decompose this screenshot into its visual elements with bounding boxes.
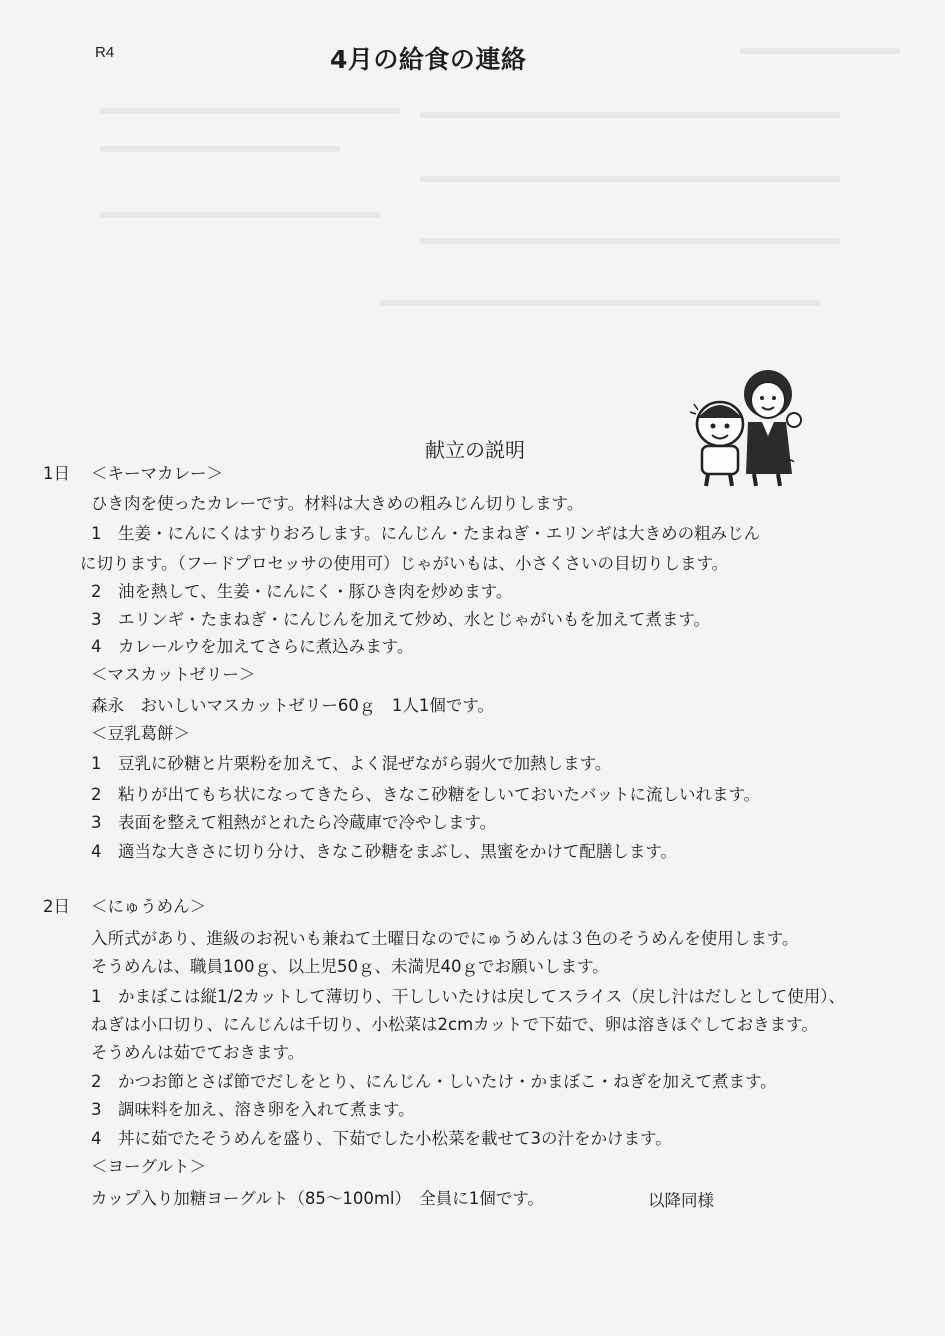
- dish-name: ＜キーマカレー＞: [91, 464, 223, 483]
- recipe-step: 4 カレールウを加えてさらに煮込みます。: [91, 637, 414, 656]
- dish-name: ＜ヨーグルト＞: [91, 1157, 207, 1176]
- recipe-step: 2 かつお節とさば節でだしをとり、にんじん・しいたけ・かまぼこ・ねぎを加えて煮ます。: [91, 1072, 777, 1091]
- recipe-step: に切ります。（フードプロセッサの使用可）じゃがいもは、小さくさいの目切りします。: [80, 554, 729, 573]
- recipe-step: そうめんは茹でておきます。: [91, 1043, 305, 1062]
- recipe-step: 1 豆乳に砂糖と片栗粉を加えて、よく混ぜながら弱火で加熱します。: [91, 754, 612, 773]
- dish-description: カップ入り加糖ヨーグルト（85～100ml） 全員に1個です。: [91, 1189, 544, 1208]
- recipe-step: 1 かまぼこは縦1/2カットして薄切り、干ししいたけは戻してスライス（戻し汁はだしとして使用）、: [91, 987, 845, 1006]
- dish-intro: ひき肉を使ったカレーです。材料は大きめの粗みじん切りします。: [91, 494, 584, 513]
- dish-description: 森永 おいしいマスカットゼリー60ｇ 1人1個です。: [91, 696, 495, 715]
- teacher-and-child-illustration: [686, 362, 804, 490]
- dish-name: ＜豆乳葛餅＞: [91, 724, 190, 743]
- day-label: 1日: [43, 464, 70, 483]
- recipe-step: 3 エリンギ・たまねぎ・にんじんを加えて炒め、水とじゃがいもを加えて煮ます。: [91, 610, 711, 629]
- recipe-step: 1 生姜・にんにくはすりおろします。にんじん・たまねぎ・エリンギは大きめの粗みじん: [91, 524, 761, 543]
- dish-name: ＜にゅうめん＞: [91, 897, 207, 916]
- recipe-step: 4 丼に茹でたそうめんを盛り、下茹でした小松菜を載せて3の汁をかけます。: [91, 1129, 672, 1148]
- recipe-step: 2 油を熱して、生姜・にんにく・豚ひき肉を炒めます。: [91, 582, 513, 601]
- recipe-step: 3 調味料を加え、溶き卵を入れて煮ます。: [91, 1100, 415, 1119]
- recipe-step: 4 適当な大きさに切り分け、きなこ砂糖をまぶし、黒蜜をかけて配膳します。: [91, 842, 678, 861]
- bleed-through-mark: [100, 146, 340, 152]
- section-title: 献立の説明: [425, 438, 525, 462]
- bleed-through-mark: [380, 300, 820, 306]
- bleed-through-mark: [420, 112, 840, 118]
- recipe-step: 3 表面を整えて粗熱がとれたら冷蔵庫で冷やします。: [91, 813, 497, 832]
- page-title: 4月の給食の連絡: [330, 45, 527, 74]
- dish-intro: そうめんは、職員100ｇ、以上児50ｇ、未満児40ｇでお願いします。: [91, 957, 609, 976]
- day-label: 2日: [43, 897, 70, 916]
- document-code: R4: [95, 44, 115, 61]
- bleed-through-mark: [420, 238, 840, 244]
- recipe-step: ねぎは小口切り、にんじんは千切り、小松菜は2cmカットで下茹で、卵は溶きほぐしておきます。: [91, 1015, 818, 1034]
- note-text: 以降同様: [648, 1191, 714, 1210]
- bleed-through-mark: [420, 176, 840, 182]
- bleed-through-mark: [100, 108, 400, 114]
- dish-name: ＜マスカットゼリー＞: [91, 665, 256, 684]
- bleed-through-mark: [740, 48, 900, 54]
- bleed-through-mark: [100, 212, 380, 218]
- dish-intro: 入所式があり、進級のお祝いも兼ねて土曜日なのでにゅうめんは３色のそうめんを使用します。: [91, 929, 799, 948]
- recipe-step: 2 粘りが出てもち状になってきたら、きなこ砂糖をしいておいたバットに流しいれます。: [91, 785, 761, 804]
